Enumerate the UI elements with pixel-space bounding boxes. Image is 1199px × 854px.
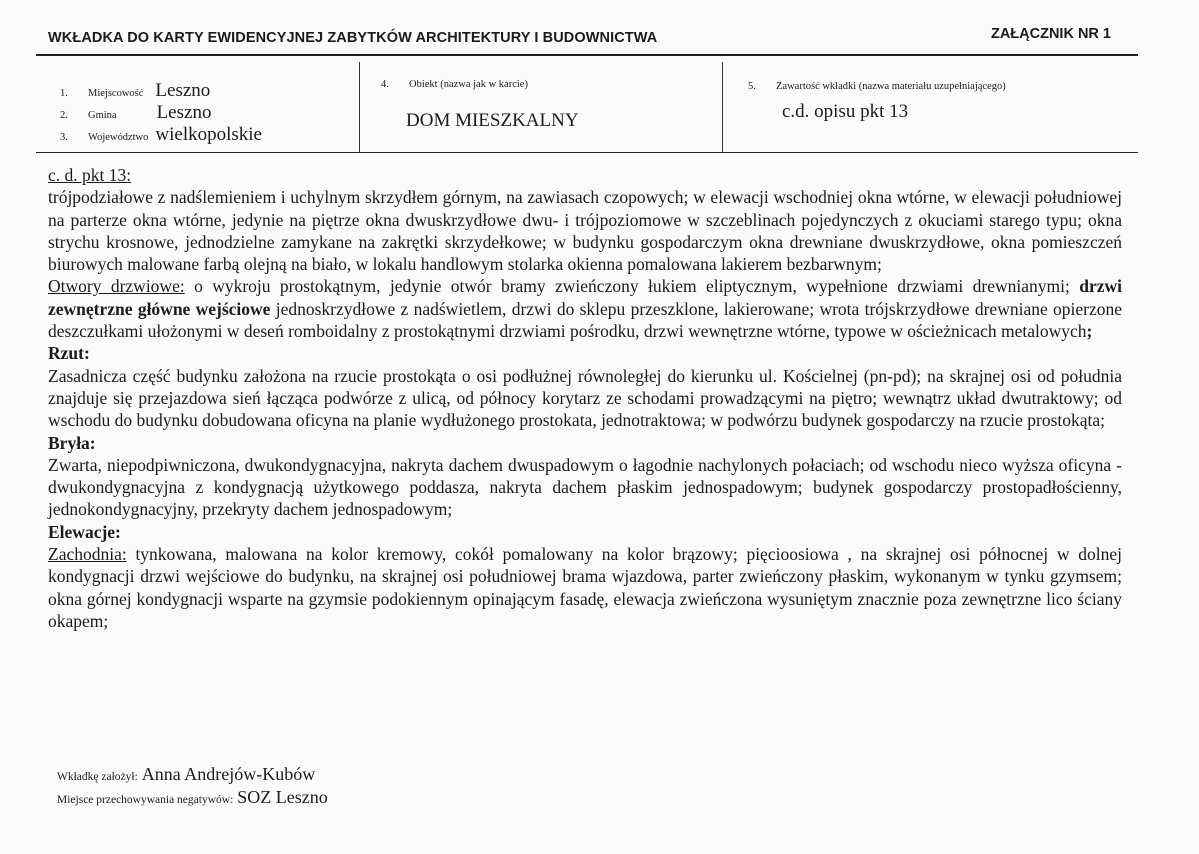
top-rule bbox=[36, 54, 1138, 56]
mass-heading: Bryła: bbox=[48, 432, 96, 453]
doors-label: Otwory drzwiowe: bbox=[48, 276, 185, 297]
description-body bbox=[48, 164, 1122, 632]
author-line: Wkładkę założył: Anna Andrejów-Kubów bbox=[57, 764, 316, 784]
locality-value: Leszno bbox=[155, 80, 211, 101]
contents-label-row: 5. Zawartość wkładki (nazwa materiału uzupełniającego) bbox=[748, 81, 1006, 92]
contents-value: c.d. opisu pkt 13 bbox=[782, 101, 909, 122]
windows-paragraph: trójpodziałowe z nadślemieniem i uchylnym skrzydłem górnym, na zawiasach czopowych; w elewacji wschodniej okna wtórne, w elewacji południowej na parterze okna wtórne, jedynie na piętrze okna dwuskrzydłowe dwu- i trójpoziomowe w szczeblinach pojedynczych z okuciami starego typu; okna strychu krosnowe, jednodzielne zamykane na zakrętki skrzydełkowe; w budynku gospodarczym okna drewniane dwuskrzydłowe, okna pomieszczeń biurowych malowane farbą olejną na biało, w lokalu handlowym stolarka okienna pomalowana lakierem bezbarwnym; bbox=[48, 187, 1122, 275]
west-facade-paragraph: Zachodnia: tynkowana, malowana na kolor kremowy, cokół pomalowany na kolor brązowy; pięcioosiowa , na skrajnej osi północnej w dolnej kondygnacji drzwi wejściowe do budynku, na skrajnej osi południowej brama wjazdowa, parter zwieńczony płaskim, wykonanym w tynku gzymsem; okna górnej kondygnacji wsparte na gzymsie podokiennym opinającym fasadę, elewacja zwieńczona wysuniętym znacznie poza zewnętrzne lico ściany okapem; bbox=[48, 544, 1122, 631]
commune-value: Leszno bbox=[156, 102, 212, 123]
doors-paragraph: Otwory drzwiowe: o wykroju prostokątnym, jedynie otwór bramy zwieńczony łukiem eliptycznym, wypełnione drzwiami drewnianymi; drzwi zewnętrzne główne wejściowe jednoskrzydłowe z nadświetlem, drzwi do sklepu przeszklone, lakierowane; wrota trójskrzydłowe drewniane opierzone deszczułkami ułożonymi w deseń romboidalny z prostokątnymi drzwiami pośrodku, drzwi wewnętrzne wtórne, typowe w ościeżnicach metalowych; bbox=[48, 276, 1123, 342]
storage-line: Miejsce przechowywania negatywów: SOZ Leszno bbox=[57, 787, 328, 807]
box-divider-2 bbox=[722, 62, 723, 152]
continuation-heading: c. d. pkt 13: bbox=[48, 165, 132, 185]
document-title: WKŁADKA DO KARTY EWIDENCYJNEJ ZABYTKÓW ARCHITEKTURY I BUDOWNICTWA bbox=[48, 30, 658, 46]
author-value: Anna Andrejów-Kubów bbox=[141, 764, 316, 784]
box-bottom-rule bbox=[36, 152, 1138, 153]
voivodeship-value: wielkopolskie bbox=[155, 124, 262, 145]
plan-paragraph: Zasadnicza część budynku założona na rzucie prostokąta o osi podłużnej równoległej do kierunku ul. Kościelnej (pn-pd); na skrajnej osi od południa znajduje się przejazdowa sień łącząca podwórze z ulicą, od północy korytarz ze schodami prowadzącymi na piętro; wewnątrz układ dwutraktowy; od wschodu do budynku dobudowana oficyna na planie wydłużonego prostokata, jednotraktowa; w podwórzu budynek gospodarczy na rzucie prostokąta; bbox=[48, 365, 1122, 431]
location-row-2: 2. Gmina Leszno bbox=[60, 102, 212, 123]
object-label-row: 4. Obiekt (nazwa jak w karcie) bbox=[381, 79, 528, 90]
plan-heading: Rzut: bbox=[48, 343, 90, 364]
mass-paragraph: Zwarta, niepodpiwniczona, dwukondygnacyjna, nakryta dachem dwuspadowym o łagodnie nachylonych połaciach; od wschodu nieco wyższa oficyna -dwukondygnacyjna z kondygnacją użytkowego poddasza, nakryta dachem płaskim jednospadowym; budynek gospodarczy prostopadłościenny, jednokondygnacyjny, przekryty dachem jednospadowym; bbox=[48, 454, 1122, 520]
box-divider-1 bbox=[359, 62, 360, 152]
location-row-1: 1. Miejscowość Leszno bbox=[60, 80, 211, 101]
storage-value: SOZ Leszno bbox=[237, 787, 328, 807]
object-value: DOM MIESZKALNY bbox=[406, 110, 579, 131]
annex-label: ZAŁĄCZNIK NR 1 bbox=[990, 26, 1111, 42]
location-row-3: 3. Województwo wielkopolskie bbox=[60, 124, 262, 145]
west-label: Zachodnia: bbox=[48, 544, 127, 565]
facades-heading: Elewacje: bbox=[48, 521, 121, 542]
